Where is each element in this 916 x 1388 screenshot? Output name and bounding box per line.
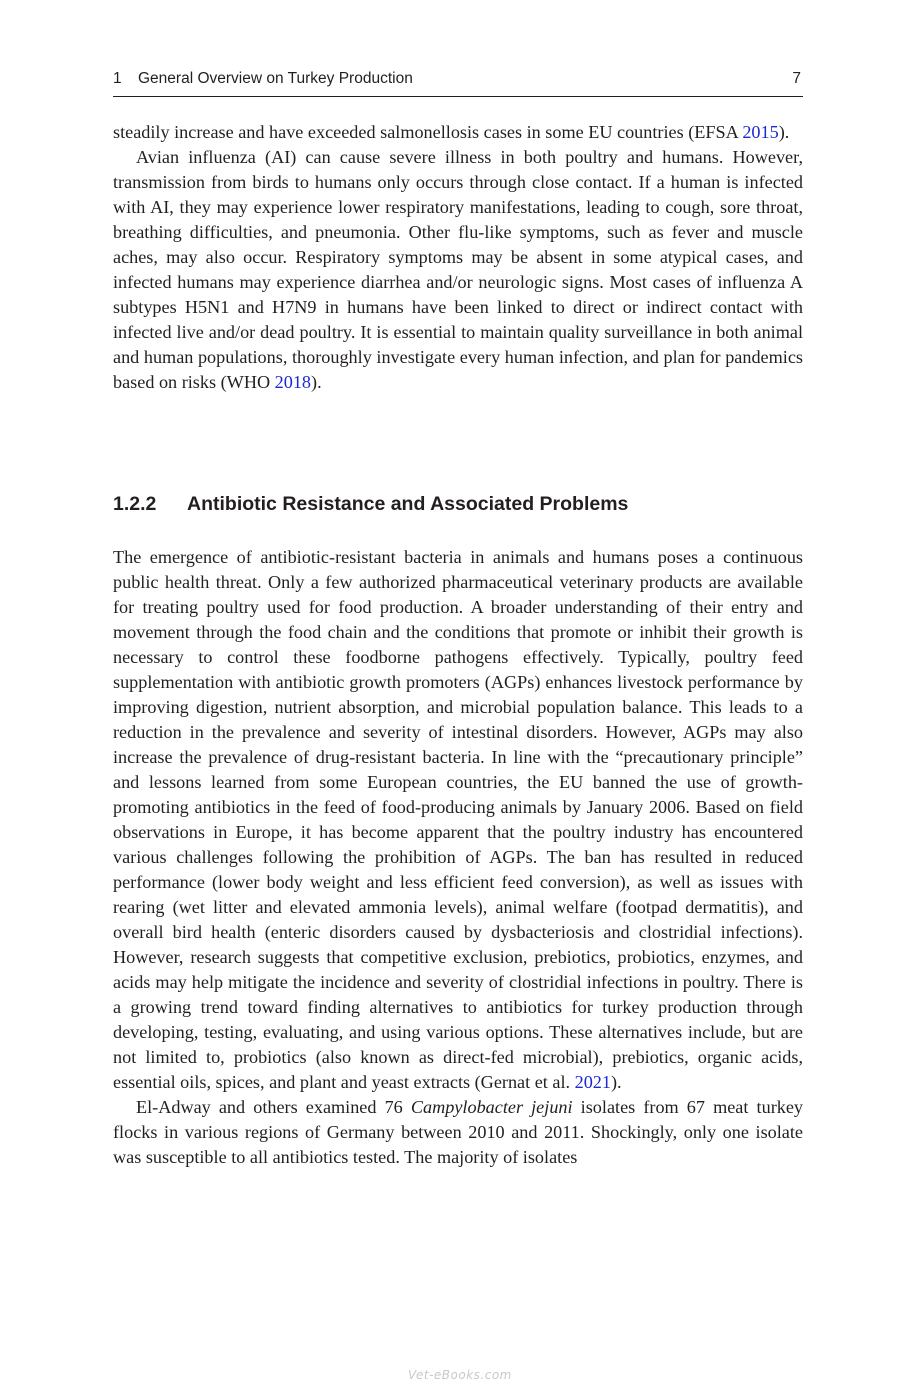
citation-link[interactable]: 2021	[574, 1072, 611, 1092]
paragraph-text-end: ).	[311, 372, 322, 392]
watermark-logo: Vet-eBooks.com	[408, 1368, 512, 1382]
paragraph	[113, 120, 803, 145]
paragraph-text-end: isolates from 67 meat turkey flocks in various regions of Germany between 2010 and 2011. Shockingly, only one isolate was susceptible to all antibiotics tested. The majority of isolates	[113, 1097, 804, 1167]
section-1-text	[113, 120, 803, 395]
citation-link[interactable]: 2015	[742, 122, 779, 142]
paragraph-text: Avian influenza (AI) can cause severe illness in both poultry and humans. However, transmission from birds to humans only occurs through close contact. If a human is infected with AI, they may experience lower respiratory manifestations, leading to cough, sore throat, breathing difficulties, and pneumonia. Other flu-like symptoms, such as fever and muscle aches, may also occur. Respiratory symptoms may be absent in some atypical cases, and infected humans may experience diarrhea and/or neurologic signs. Most cases of influenza A subtypes H5N1 and H7N9 in humans have been linked to direct or indirect contact with infected live and/or dead poultry. It is essential to maintain quality surveillance in both animal and human populations, thoroughly investigate every human infection, and plan for pandemics based on risks (WHO	[113, 147, 803, 392]
section-number: 1.2.2	[113, 493, 157, 515]
paragraph-text: El-Adway and others examined 76	[136, 1097, 411, 1117]
paragraph-text: The emergence of antibiotic-resistant bacteria in animals and humans poses a continuous public health threat. Only a few authorized pharmaceutical veterinary products are available for treating poultry used for food production. A broader understanding of their entry and movement through the food chain and the conditions that promote or inhibit their growth is necessary to control these foodborne pathogens effectively. Typically, poultry feed supplementation with antibiotic growth promoters (AGPs) enhances livestock performance by improving digestion, nutrient absorption, and microbial population balance. This leads to a reduction in the prevalence and severity of intestinal disorders. However, AGPs may also increase the prevalence of drug-resistant bacteria. In line with the “precautionary principle” and lessons learned from some European countries, the EU banned the use of growth-promoting antibiotics in the feed of food-producing animals by January 2006. Based on field observations in Europe, it has become apparent that the poultry industry has encountered various challenges following the prohibition of AGPs. The ban has resulted in reduced performance (lower body weight and less efficient feed conversion), as well as issues with rearing (wet litter and elevated ammonia levels), animal welfare (footpad dermatitis), and overall bird health (enteric disorders caused by dysbacteriosis and clostridial infections). However, research suggests that competitive exclusion, prebiotics, probiotics, enzymes, and acids may help mitigate the incidence and severity of clostridial infections in poultry. There is a growing trend toward finding alternatives to antibiotics for turkey production through developing, testing, evaluating, and using various options. These alternatives include, but are not limited to, probiotics (also known as direct-fed microbial), prebiotics, organic acids, essential oils, spices, and plant and yeast extracts (Gernat et al.	[113, 547, 803, 1092]
chapter-number: 1	[113, 70, 122, 87]
paragraph	[113, 545, 803, 1095]
paragraph	[113, 1095, 803, 1170]
section-heading	[113, 493, 803, 516]
species-name: Campylobacter jejuni	[410, 1097, 573, 1117]
running-head	[113, 70, 803, 97]
chapter-title: General Overview on Turkey Production	[138, 70, 413, 87]
citation-link[interactable]: 2018	[274, 372, 312, 392]
paragraph-text-end: ).	[610, 1072, 622, 1092]
section-2-text	[113, 545, 803, 1170]
paragraph	[113, 145, 803, 395]
paragraph-text-end: ).	[778, 122, 790, 142]
page-number: 7	[792, 70, 801, 87]
section-title: Antibiotic Resistance and Associated Problems	[187, 493, 629, 515]
paragraph-text: steadily increase and have exceeded salmonellosis cases in some EU countries (EFSA	[113, 122, 743, 142]
